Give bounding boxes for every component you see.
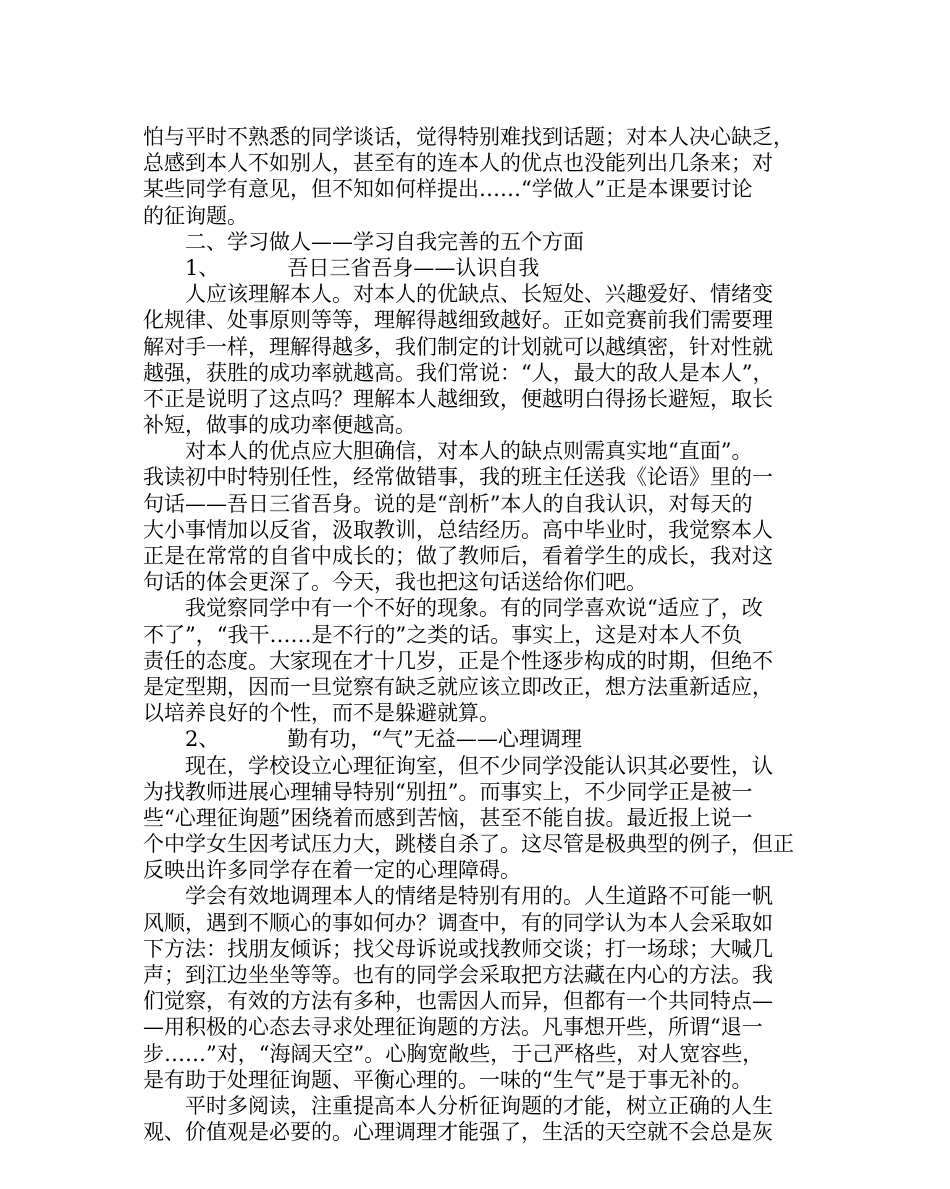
paragraph bbox=[143, 438, 813, 595]
text-line: 现在，学校设立心理征询室，但不少同学没能认识其必要性，认 bbox=[185, 753, 773, 778]
paragraph bbox=[143, 883, 813, 1093]
text-line: 个中学女生因考试压力大，跳楼自杀了。这尽管是极典型的例子，但正 bbox=[143, 832, 794, 857]
text-line: 的征询题。 bbox=[143, 203, 248, 228]
document-page bbox=[143, 124, 813, 1145]
text-line: 怕与平时不熟悉的同学谈话，觉得特别难找到话题；对本人决心缺乏， bbox=[143, 125, 794, 149]
subsection-number: 2、 bbox=[185, 727, 220, 752]
text-line: 化规律、处事原则等等，理解得越细致越好。正如竞赛前我们需要理 bbox=[143, 308, 773, 333]
paragraph bbox=[143, 281, 813, 438]
text-line: 人应该理解本人。对本人的优缺点、长短处、兴趣爱好、情绪变 bbox=[185, 282, 773, 307]
text-line: 为找教师进展心理辅导特别“别扭”。而事实上，不少同学正是被一 bbox=[143, 779, 753, 804]
text-line: 某些同学有意见，但不知如何样提出……“学做人”正是本课要讨论 bbox=[143, 177, 753, 202]
text-line: —用积极的心态去寻求处理征询题的方法。凡事想开些，所谓“退一 bbox=[143, 1015, 763, 1040]
text-line: 反映出许多同学存在着一定的心理障碍。 bbox=[143, 858, 521, 883]
text-line: 学会有效地调理本人的情绪是特别有用的。人生道路不可能一帆 bbox=[185, 884, 773, 909]
text-line: 平时多阅读，注重提高本人分析征询题的才能，树立正确的人生 bbox=[185, 1093, 773, 1118]
text-line: 步……”对，“海阔天空”。心胸宽敞些，于己严格些，对人宽容些， bbox=[143, 1041, 764, 1066]
text-line: 大小事情加以反省，汲取教训，总结经历。高中毕业时，我觉察本人 bbox=[143, 517, 773, 542]
text-line: 对本人的优点应大胆确信，对本人的缺点则需真实地“直面”。 bbox=[185, 439, 753, 464]
text-line: 声；到江边坐坐等等。也有的同学会采取把方法藏在内心的方法。我 bbox=[143, 963, 773, 987]
text-line: 以培养良好的个性，而不是躲避就算。 bbox=[143, 701, 500, 726]
text-line: 句话——吾日三省吾身。说的是“剖析”本人的自我认识，对每天的 bbox=[143, 491, 753, 516]
section-heading bbox=[143, 229, 813, 255]
text-line: 越强，获胜的成功率就越高。我们常说：“人，最大的敌人是本人”， bbox=[143, 360, 774, 385]
paragraph bbox=[143, 595, 813, 726]
subsection-heading bbox=[143, 726, 813, 752]
text-line: 解对手一样，理解得越多，我们制定的计划就可以越缜密，针对性就 bbox=[143, 334, 773, 359]
text-line: 总感到本人不如别人，甚至有的连本人的优点也没能列出几条来；对 bbox=[143, 151, 773, 176]
text-line: 我读初中时特别任性，经常做错事，我的班主任送我《论语》里的一 bbox=[143, 465, 773, 490]
text-line: 们觉察，有效的方法有多种，也需因人而异，但都有一个共同特点— bbox=[143, 989, 773, 1014]
subsection-heading bbox=[143, 255, 813, 281]
text-line: 句话的体会更深了。今天，我也把这句话送给你们吧。 bbox=[143, 570, 647, 595]
subsection-title: 吾日三省吾身——认识自我 bbox=[287, 255, 540, 280]
text-line: 不了”，“我干……是不行的”之类的话。事实上，这是对本人不负 bbox=[143, 622, 743, 647]
text-line: 风顺，遇到不顺心的事如何办？调查中，有的同学认为本人会采取如 bbox=[143, 910, 773, 935]
text-line: 补短，做事的成功率便越高。 bbox=[143, 413, 416, 438]
text-line: 我觉察同学中有一个不好的现象。有的同学喜欢说“适应了，改 bbox=[185, 596, 763, 621]
text-line: 下方法：找朋友倾诉；找父母诉说或找教师交谈；打一场球；大喊几 bbox=[143, 936, 773, 961]
subsection-title: 勤有功，“气”无益——心理调理 bbox=[287, 727, 582, 752]
text-line: 二、学习做人——学习自我完善的五个方面 bbox=[185, 229, 584, 254]
text-line: 正是在常常的自省中成长的；做了教师后，看着学生的成长，我对这 bbox=[143, 544, 773, 568]
paragraph bbox=[143, 124, 813, 229]
text-line: 不正是说明了这点吗？理解本人越细致，便越明白得扬长避短，取长 bbox=[143, 386, 773, 411]
paragraph bbox=[143, 753, 813, 884]
text-line: 是定型期，因而一旦觉察有缺乏就应该立即改正，想方法重新适应， bbox=[143, 674, 773, 699]
text-line: 些“心理征询题”困绕着而感到苦恼，甚至不能自拔。最近报上说一 bbox=[143, 805, 753, 830]
text-line: 观、价值观是必要的。心理调理才能强了，生活的天空就不会总是灰 bbox=[143, 1120, 773, 1145]
text-line: 是有助于处理征询题、平衡心理的。一味的“生气”是于事无补的。 bbox=[143, 1067, 753, 1092]
text-line: 责任的态度。大家现在才十几岁，正是个性逐步构成的时期，但绝不 bbox=[143, 648, 773, 673]
subsection-number: 1、 bbox=[185, 255, 220, 280]
paragraph bbox=[143, 1093, 813, 1145]
